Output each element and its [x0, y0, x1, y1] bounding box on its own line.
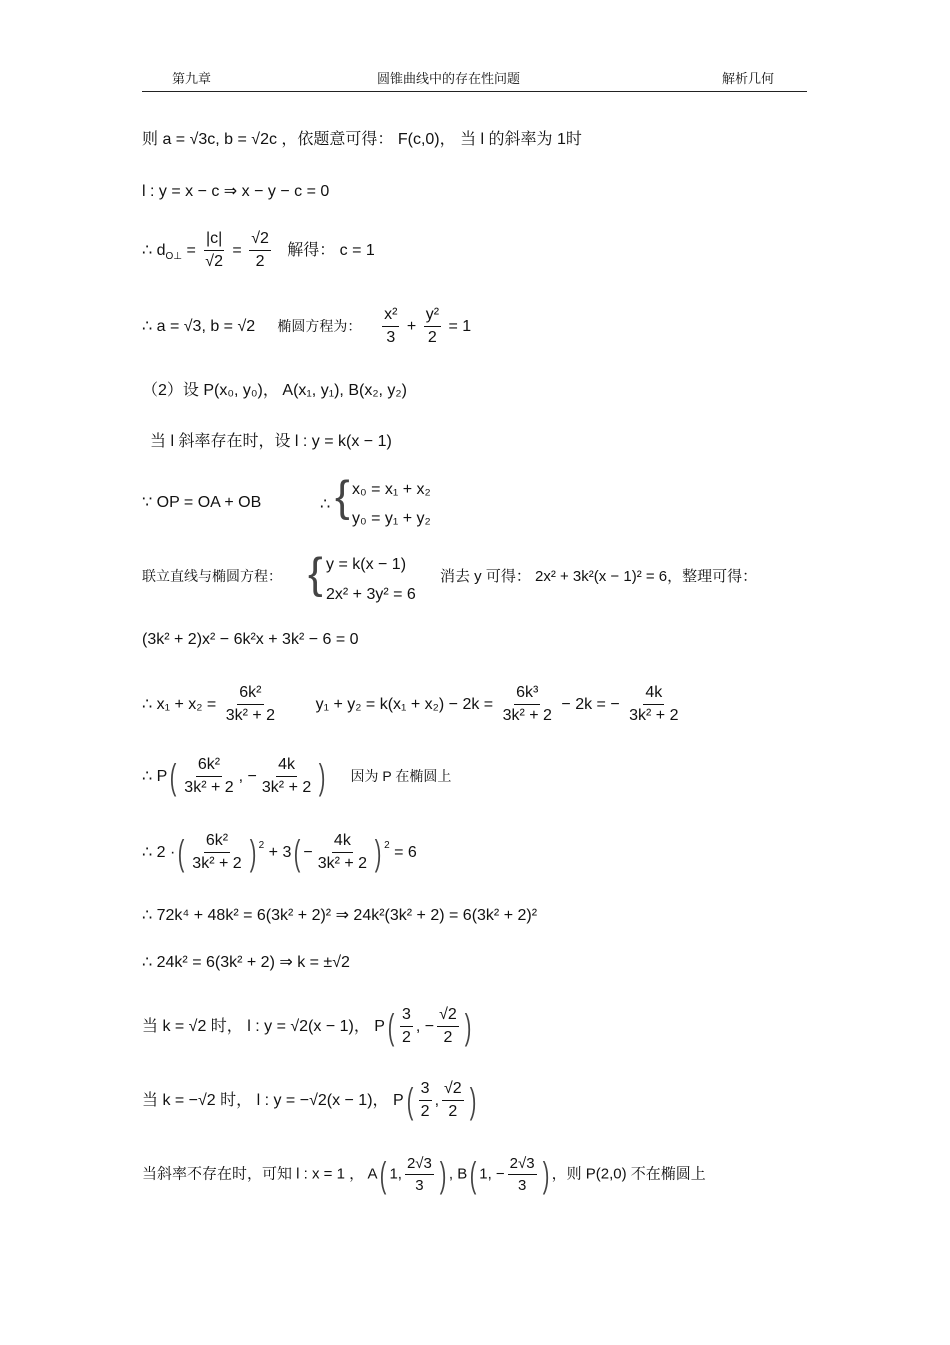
system-brace: {	[335, 472, 350, 521]
denominator: 2	[401, 1029, 411, 1047]
fraction	[437, 1006, 459, 1048]
line-distance: ∴ $d_{O\perp}$ = $\frac{|c|}{√2}$ = $\frac{√2}{2}$ 解得： c = 1	[142, 230, 375, 271]
right-paren: )	[439, 1153, 447, 1195]
left-paren: (	[380, 1153, 387, 1195]
left-paren: (	[406, 1079, 413, 1121]
header-chapter: 第九章	[172, 71, 212, 86]
denominator: 3k² + 2	[225, 707, 276, 725]
numerator: √2	[437, 1006, 459, 1027]
no-slope-text: 当斜率不存在时，可知 l : x = 1 ， A	[142, 1165, 378, 1183]
b-label: , B	[448, 1165, 468, 1183]
system-brace: {	[308, 549, 323, 598]
fraction	[190, 832, 243, 874]
sub-rhs: = 6	[394, 844, 417, 862]
y-sum: y₁ + y₂ = k(x₁ + x₂) − 2k =	[315, 696, 494, 714]
denominator: 3	[517, 1177, 527, 1195]
numerator: 6k²	[237, 684, 263, 705]
sub-plus: + 3	[268, 844, 292, 862]
left-paren: (	[469, 1153, 477, 1195]
right-paren: )	[249, 831, 256, 873]
distance-solution: 解得： c = 1	[287, 242, 375, 260]
right-paren: )	[464, 1005, 472, 1047]
line-no-slope	[142, 1155, 706, 1195]
fraction	[182, 756, 235, 798]
left-paren: (	[169, 755, 177, 797]
line-k-positive	[142, 1006, 474, 1048]
numerator: 3	[400, 1006, 413, 1027]
line-sum-roots	[142, 684, 683, 726]
eliminate-y-text: 消去 y 可得： 2x² + 3k²(x − 1)² = 6，整理可得：	[440, 568, 758, 585]
line-slope-exists: 当 l 斜率存在时，设 l : y = k(x − 1)	[150, 433, 392, 450]
numerator: y²	[424, 306, 441, 327]
b-x: 1, −	[479, 1165, 505, 1183]
no-slope-conclusion: ，则 P(2,0) 不在椭圆上	[551, 1165, 706, 1183]
line-point-p	[142, 756, 451, 798]
numerator: 2√3	[508, 1155, 537, 1175]
line-combine-label: 联立直线与椭圆方程：	[142, 568, 282, 584]
therefore-symbol: ∴	[320, 496, 331, 513]
fraction	[442, 1080, 464, 1122]
numerator: 4k	[276, 756, 297, 777]
distance-eq: =	[186, 242, 196, 260]
fraction	[316, 832, 369, 874]
distance-subscript: O⊥	[165, 251, 183, 263]
denominator: 3	[415, 1177, 424, 1195]
denominator: 3k² + 2	[192, 855, 242, 873]
numerator: 6k²	[196, 756, 222, 777]
header-title: 圆锥曲线中的存在性问题	[377, 71, 521, 86]
right-paren: )	[469, 1079, 477, 1121]
numerator: x²	[382, 306, 399, 327]
left-paren: (	[177, 831, 185, 873]
line-quadratic: (3k² + 2)x² − 6k²x + 3k² − 6 = 0	[142, 631, 359, 648]
denominator: 2	[443, 1029, 453, 1047]
left-paren: (	[294, 831, 301, 873]
line-ellipse-equation: ∴ a = √3, b = √2 椭圆方程为： $\frac{\text{x²}}{3}$ + $\frac{\text{y²}}{2}$ = 1	[142, 306, 472, 347]
fraction	[400, 1006, 413, 1048]
header-rule	[142, 91, 807, 92]
p-on-ellipse: 因为 P 在椭圆上	[350, 768, 452, 785]
system-eq-y: y₀ = y₁ + y₂	[352, 510, 431, 527]
line-expand: ∴ 72k⁴ + 48k² = 6(3k² + 2)² ⇒ 24k²(3k² + 2) = 6(3k² + 2)²	[142, 907, 538, 924]
comma: ,	[434, 1092, 440, 1110]
right-paren: )	[318, 755, 326, 797]
ellipse-rhs: = 1	[448, 318, 472, 336]
fraction	[508, 1155, 537, 1195]
header-subject: 解析几何	[722, 71, 775, 86]
comma-minus: , −	[238, 768, 257, 786]
numerator: |c|	[204, 230, 224, 251]
comma-minus: , −	[415, 1018, 435, 1036]
denominator: 3k² + 2	[317, 855, 368, 873]
fraction	[627, 684, 680, 726]
denominator: √2	[205, 253, 223, 271]
right-paren: )	[374, 831, 382, 873]
numerator: 2√3	[405, 1155, 434, 1175]
x-sum: ∴ x₁ + x₂ =	[142, 696, 217, 714]
denominator: 3k² + 2	[502, 707, 552, 725]
fraction	[203, 230, 225, 272]
a-x: 1,	[389, 1165, 402, 1183]
fraction	[260, 756, 313, 798]
sub-prefix: ∴ 2 ·	[142, 844, 176, 862]
denominator: 3k² + 2	[261, 779, 312, 797]
denominator: 2	[427, 329, 437, 347]
system-ellipse-eq: 2x² + 3y² = 6	[326, 586, 416, 603]
numerator: 6k²	[204, 832, 230, 853]
numerator: 6k³	[514, 684, 540, 705]
denominator: 3k² + 2	[629, 707, 679, 725]
fraction	[501, 684, 554, 726]
denominator: 2	[420, 1103, 430, 1121]
line-k-negative	[142, 1080, 479, 1122]
denominator: 2	[255, 253, 265, 271]
line-substitute: ∴ 2 ·( $\frac{\text{6k²}}{\text{3k² + 2}}$ ) $^2$ + 3( − $\frac{4k}{\text{3k² + 2}}$ ) $^2$ = 6	[142, 831, 417, 873]
line-given-ab: 则 a = √3c, b = √2c ，依题意可得： F(c,0)， 当 l 的斜率为 1时	[142, 131, 582, 148]
p-prefix: ∴ P	[142, 768, 168, 786]
left-paren: (	[387, 1005, 395, 1047]
k-negative-text: 当 k = −√2 时， l : y = −√2(x − 1)， P	[142, 1092, 404, 1110]
distance-prefix: ∴ d	[142, 242, 166, 260]
y-sum-tail: − 2k = −	[561, 696, 620, 714]
numerator: 4k	[332, 832, 353, 853]
fraction	[224, 684, 277, 726]
sub-minus: −	[303, 844, 313, 862]
denominator: 3k² + 2	[184, 779, 234, 797]
fraction	[424, 306, 441, 348]
denominator: 2	[448, 1103, 458, 1121]
line-solve-k: ∴ 24k² = 6(3k² + 2) ⇒ k = ±√2	[142, 954, 350, 971]
fraction	[249, 230, 271, 272]
system-eq-x: x₀ = x₁ + x₂	[352, 481, 431, 498]
numerator: 4k	[643, 684, 664, 705]
k-positive-text: 当 k = √2 时， l : y = √2(x − 1)， P	[142, 1018, 385, 1036]
line-equation-l: l : y = x − c ⇒ x − y − c = 0	[142, 183, 330, 200]
ellipse-label: 椭圆方程为：	[277, 318, 362, 335]
ab-values: ∴ a = √3, b = √2	[142, 318, 256, 336]
numerator: 3	[419, 1080, 432, 1101]
fraction	[405, 1155, 434, 1195]
system-line-eq: y = k(x − 1)	[326, 556, 407, 573]
fraction	[382, 306, 399, 348]
denominator: 3	[386, 329, 396, 347]
line-vector-condition: ∵ OP = OA + OB	[142, 494, 262, 511]
right-paren: )	[542, 1153, 549, 1195]
numerator: √2	[442, 1080, 464, 1101]
line-part2-setup: （2）设 P(x₀, y₀)， A(x₁, y₁), B(x₂, y₂)	[142, 382, 407, 399]
fraction	[419, 1080, 432, 1122]
numerator: √2	[249, 230, 271, 251]
